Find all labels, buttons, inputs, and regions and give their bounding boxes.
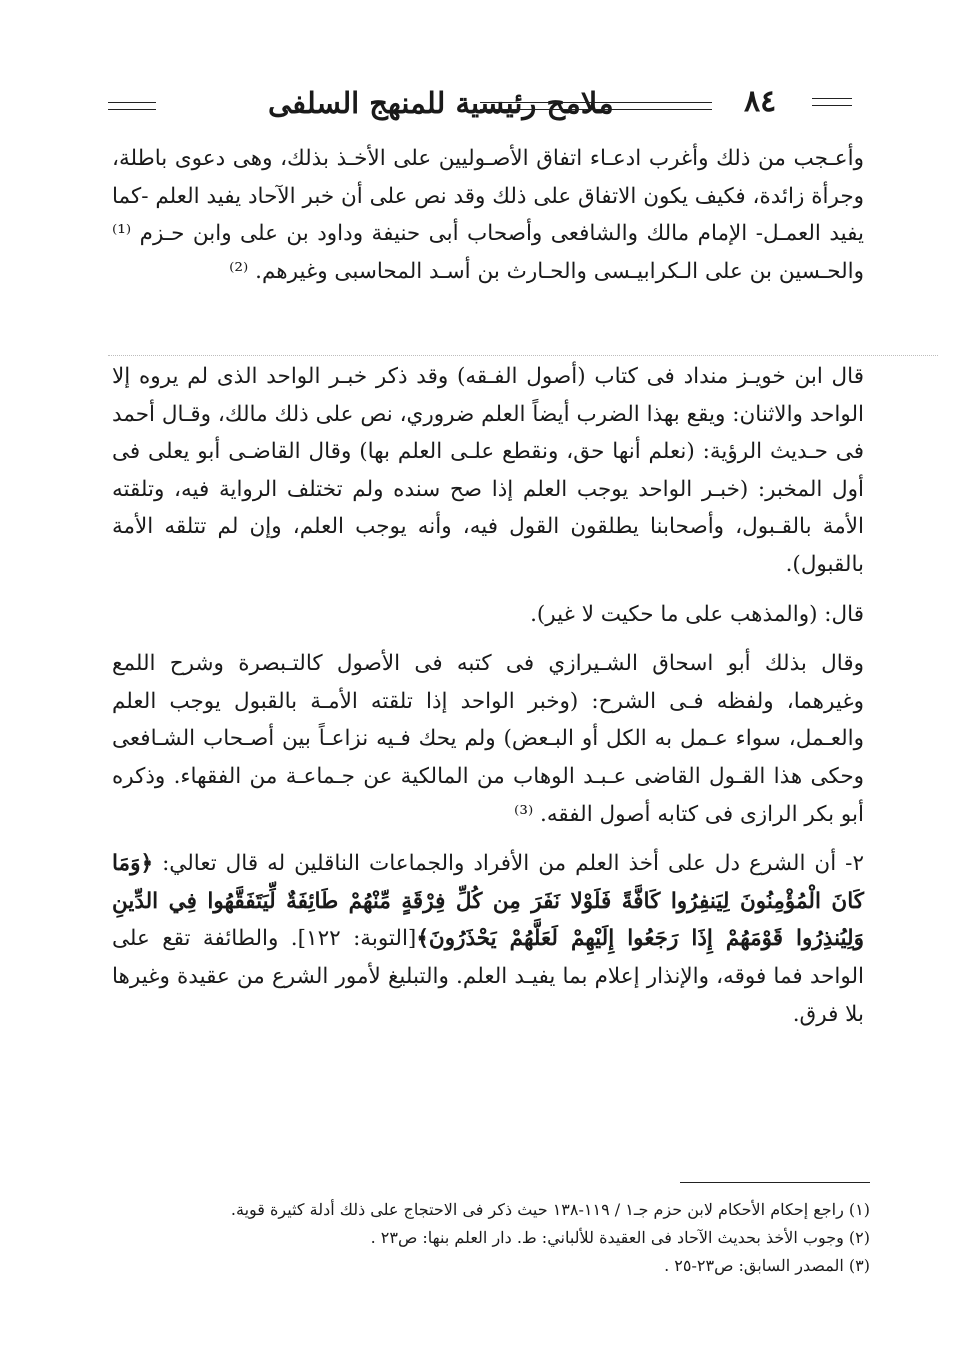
spacer bbox=[112, 633, 864, 645]
header-rule-right-1 bbox=[812, 98, 852, 99]
header-rule-mid-1 bbox=[480, 102, 712, 103]
footnotes bbox=[150, 1196, 870, 1280]
header-rule-right-2 bbox=[812, 105, 852, 106]
footnote-3: (٣) المصدر السابق: ص٢٣-٢٥ . bbox=[664, 1256, 870, 1275]
header-rule-left-2 bbox=[108, 109, 156, 110]
page-header bbox=[108, 82, 868, 124]
header-rule-mid-2 bbox=[480, 109, 712, 110]
paragraph-2: قال ابن خويـز منداد فى كتاب (أصول الفـقه) وقد ذكر خبـر الواحد الذى لم يروه إلا الواحد والاثنان: ويقع بهذا الضرب أيضاً العلم ضروري، نص على ذلك مالك، وقـال أحمد فى حـديث الرؤية: (نعلم أنها حق، ونقطع علـى العلم بها) وقال القاضـى أبو يعلى فى أول المخبر: (خبـر الواحد يوجب العلم إذا صح سنده ولم تختلف الرواية فيه، وتلقته الأمة بالقـبول، وأصحابنا يطلقون القول فيه، وأنه يوجب العلم، وإن لم تتلقه الأمة بالقبول). bbox=[112, 364, 864, 577]
header-rule-left-1 bbox=[108, 102, 156, 103]
footnote-rule bbox=[680, 1182, 870, 1183]
section-2 bbox=[112, 358, 864, 1033]
paragraph-1: وأعـجب من ذلك وأغرب ادعـاء اتفاق الأصـوليين على الأخـذ بذلك، وهى دعوى باطلة، وجرأة زائدة، فكيف يكون الاتفاق على ذلك وقد نص على أن خبر الآحاد يفيد العلم -كما يفيد العمـل- الإمام مالك والشافعى وأصحاب أبى حنيفة وداود بن على وابن حـزم ⁽¹⁾والحـسين بن على الـكرابيـسى والحـارث بن أسـد المحاسبى وغيرهم. ⁽²⁾ bbox=[112, 146, 865, 284]
paragraph-5 bbox=[112, 845, 864, 1033]
spacer bbox=[112, 584, 864, 596]
spacer bbox=[112, 833, 864, 845]
section-1 bbox=[112, 140, 864, 290]
running-title: ملامح رئيسية للمنهج السلفى bbox=[268, 86, 614, 120]
verse-reference: [التوبة: ١٢٢]. bbox=[290, 926, 417, 952]
paragraph-5-rest: والطائفة تقع على الواحد فما فوقه، والإنذار إعلام بما يفيـد العلم. والتبليغ لأمور الشرع من عقيدة وغيرها بلا فرق. bbox=[112, 926, 864, 1027]
page-number: ٨٤ bbox=[744, 84, 777, 119]
paragraph-5-intro: ٢- أن الشرع دل على أخذ العلم من الأفراد والجماعات الناقلين له قال تعالي: bbox=[162, 851, 864, 877]
footnote-2: (٢) وجوب الأخذ بحديث الآحاد فى العقيدة للألباني: ط. دار العلم بنها: ص٢٣ . bbox=[370, 1228, 870, 1247]
paragraph-4: وقال بذلك أبو اسحاق الشـيرازي فى كتبه فى الأصول كالتـبصرة وشرح اللمع وغيرهما، ولفظه فـى الشرح: (وخبر الواحد إذا تلقته الأمـة بالقبول يوجب العلم والعـمل، سواء عـمل به الكل أو البـعض) ولم يحك فـيه نزاعـاً بين أصـحاب الشـافعى وحكى هذا القـول القاضى عـبـد الوهاب من المالكية عن جـماعـة من الفقهاء. وذكره أبو بكر الرازى فى كتابه أصول الفقه. ⁽³⁾ bbox=[112, 651, 864, 827]
paragraph-3: قال: (والمذهب على ما حكيت لا غير). bbox=[530, 601, 864, 627]
quran-verse: ﴿وَمَا كَانَ الْمُؤْمِنُونَ لِيَنفِرُوا كَافَّةً فَلَوْلا نَفَرَ مِن كُلِّ فِرْقَةٍ مِّنْهُمْ طَائِفَةٌ لِّيَتَفَقَّهُوا فِي الدِّينِ وَلِيُنذِرُوا قَوْمَهُمْ إِذَا رَجَعُوا إِلَيْهِمْ لَعَلَّهُمْ يَحْذَرُونَ﴾ bbox=[112, 851, 864, 952]
scan-separator bbox=[108, 355, 938, 356]
footnote-1: (١) راجع إحكام الأحكام لابن حزم جـ١ / ١١٩-١٣٨ حيث ذكر فى الاحتجاج على ذلك أدلة كثيرة قوية. bbox=[230, 1200, 870, 1219]
